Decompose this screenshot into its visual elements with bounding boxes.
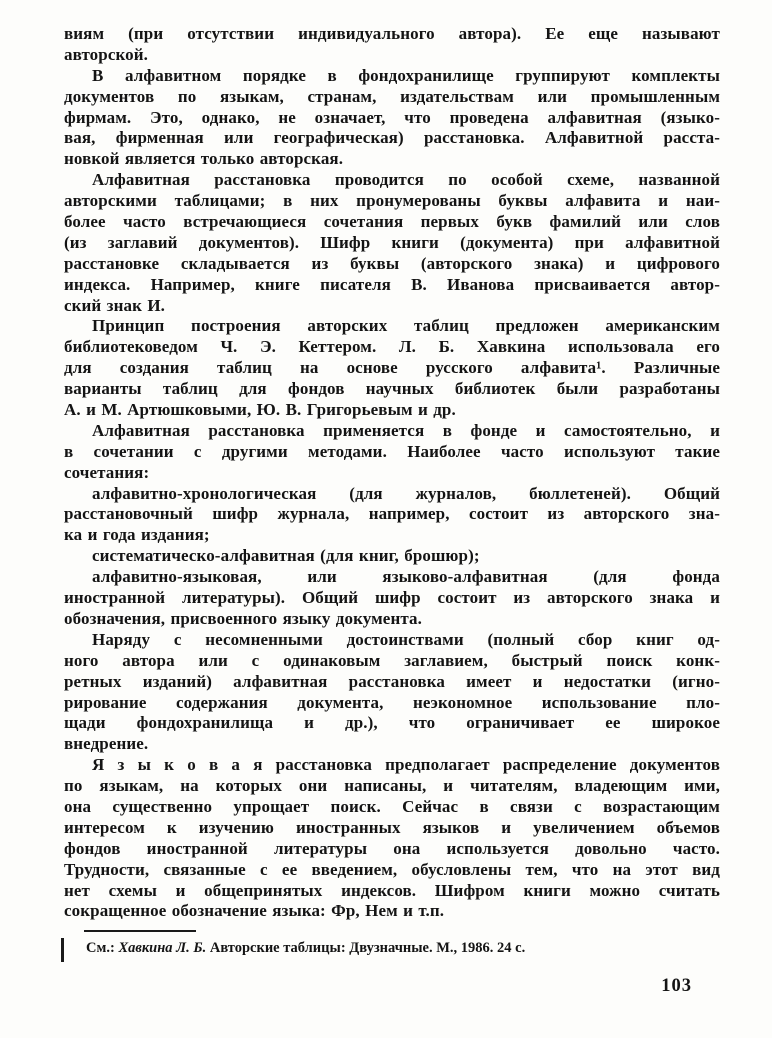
text-line: алфавитно-хронологическая (для журналов, бюллетеней). Общий <box>92 483 720 503</box>
text-line: сокращенное обозначение языка: Фр, Нем и т.п. <box>64 901 445 921</box>
page-text <box>64 24 720 922</box>
text-line: ретных изданий) алфавитная расстановка имеет и недостатки (игно- <box>64 671 720 691</box>
text-line: Наряду с несомненными достоинствами (полный сбор книг од- <box>92 629 720 649</box>
text-line: расстановке складывается из буквы (авторского знака) и цифрового <box>64 253 720 273</box>
text-line: ного автора или с одинаковым заглавием, быстрый поиск конк- <box>64 650 720 670</box>
paragraph <box>64 755 720 922</box>
paragraph <box>64 66 720 170</box>
text-line: А. и М. Артюшковыми, Ю. В. Григорьевым и др. <box>64 400 456 420</box>
paragraph <box>64 484 720 547</box>
text-line: внедрение. <box>64 734 149 754</box>
text-line: Алфавитная расстановка применяется в фонде и самостоятельно, и <box>92 420 720 440</box>
text-line: обозначения, присвоенного языку документа. <box>64 608 422 628</box>
text-line: она существенно упрощает поиск. Сейчас в связи с возрастающим <box>64 796 720 816</box>
text-line: иностранной литературы). Общий шифр состоит из авторского знака и <box>64 588 720 608</box>
text-line: Трудности, связанные с ее введением, обусловлены тем, что на этот вид <box>64 859 720 879</box>
footnote <box>64 939 720 957</box>
text-line: сочетания: <box>64 462 150 482</box>
text-line: (из заглавий документов). Шифр книги (документа) при алфавитной <box>64 232 720 252</box>
paragraph <box>64 24 720 66</box>
text-line: по языкам, на которых они написаны, и читателям, владеющим ими, <box>64 776 720 796</box>
text-line: для создания таблиц на основе русского алфавита¹. Различные <box>64 358 720 378</box>
footnote-area <box>64 930 720 957</box>
text-line: библиотековедом Ч. Э. Кеттером. Л. Б. Хавкина использовала его <box>64 337 720 357</box>
text-line: В алфавитном порядке в фондохранилище группируют комплекты <box>92 65 720 85</box>
text-line: авторской. <box>64 44 148 64</box>
text-line: систематическо-алфавитная (для книг, брошюр); <box>92 546 480 566</box>
paragraph <box>64 170 720 316</box>
text-line: индекса. Например, книге писателя В. Иванова присваивается автор- <box>64 274 720 294</box>
text-line: фирмам. Это, однако, не означает, что проведена алфавитная (языко- <box>64 107 720 127</box>
paragraph <box>64 630 720 755</box>
text-line: Принцип построения авторских таблиц предложен американским <box>92 316 720 336</box>
text-line: новкой является только авторская. <box>64 149 344 169</box>
footnote-prefix: См.: <box>86 940 119 956</box>
text-line: вая, фирменная или географическая) расстановка. Алфавитной расста- <box>64 128 720 148</box>
footnote-separator <box>84 930 196 932</box>
text-line: авторскими таблицами; в них пронумерованы буквы алфавита и наи- <box>64 191 720 211</box>
text-line: более часто встречающиеся сочетания первых букв фамилий или слов <box>64 212 720 232</box>
text-line: щади фондохранилища и др.), что ограничивает ее широкое <box>64 713 720 733</box>
text-line: интересом к изучению иностранных языков и увеличением объемов <box>64 817 720 837</box>
text-line: Алфавитная расстановка проводится по особой схеме, названной <box>92 170 720 190</box>
text-line: алфавитно-языковая, или языково-алфавитная (для фонда <box>92 567 720 587</box>
text-line: рирование содержания документа, неэкономное использование пло- <box>64 692 720 712</box>
text-line: нет схемы и общепринятых индексов. Шифром книги можно считать <box>64 880 720 900</box>
text-line: ский знак И. <box>64 295 166 315</box>
scan-artifact-mark <box>61 938 64 962</box>
text-line: Я з ы к о в а я расстановка предполагает распределение документов <box>92 755 720 775</box>
text-line: фондов иностранной литературы она используется довольно часто. <box>64 838 720 858</box>
text-line: расстановочный шифр журнала, например, состоит из авторского зна- <box>64 504 720 524</box>
footnote-citation: Авторские таблицы: Двузначные. М., 1986. 24 с. <box>206 940 526 956</box>
paragraph <box>64 421 720 484</box>
text-line: виям (при отсутствии индивидуального автора). Ее еще называют <box>64 24 720 43</box>
text-line: в сочетании с другими методами. Наиболее часто используют такие <box>64 441 720 461</box>
page-number: 103 <box>661 976 692 996</box>
footnote-author: Хавкина Л. Б. <box>118 940 207 956</box>
text-line: варианты таблиц для фондов научных библиотек были разработаны <box>64 379 720 399</box>
paragraph <box>64 567 720 630</box>
paragraph <box>64 316 720 420</box>
paragraph <box>64 546 720 567</box>
text-line: ка и года издания; <box>64 525 210 545</box>
text-line: документов по языкам, странам, издательствам или промышленным <box>64 86 720 106</box>
